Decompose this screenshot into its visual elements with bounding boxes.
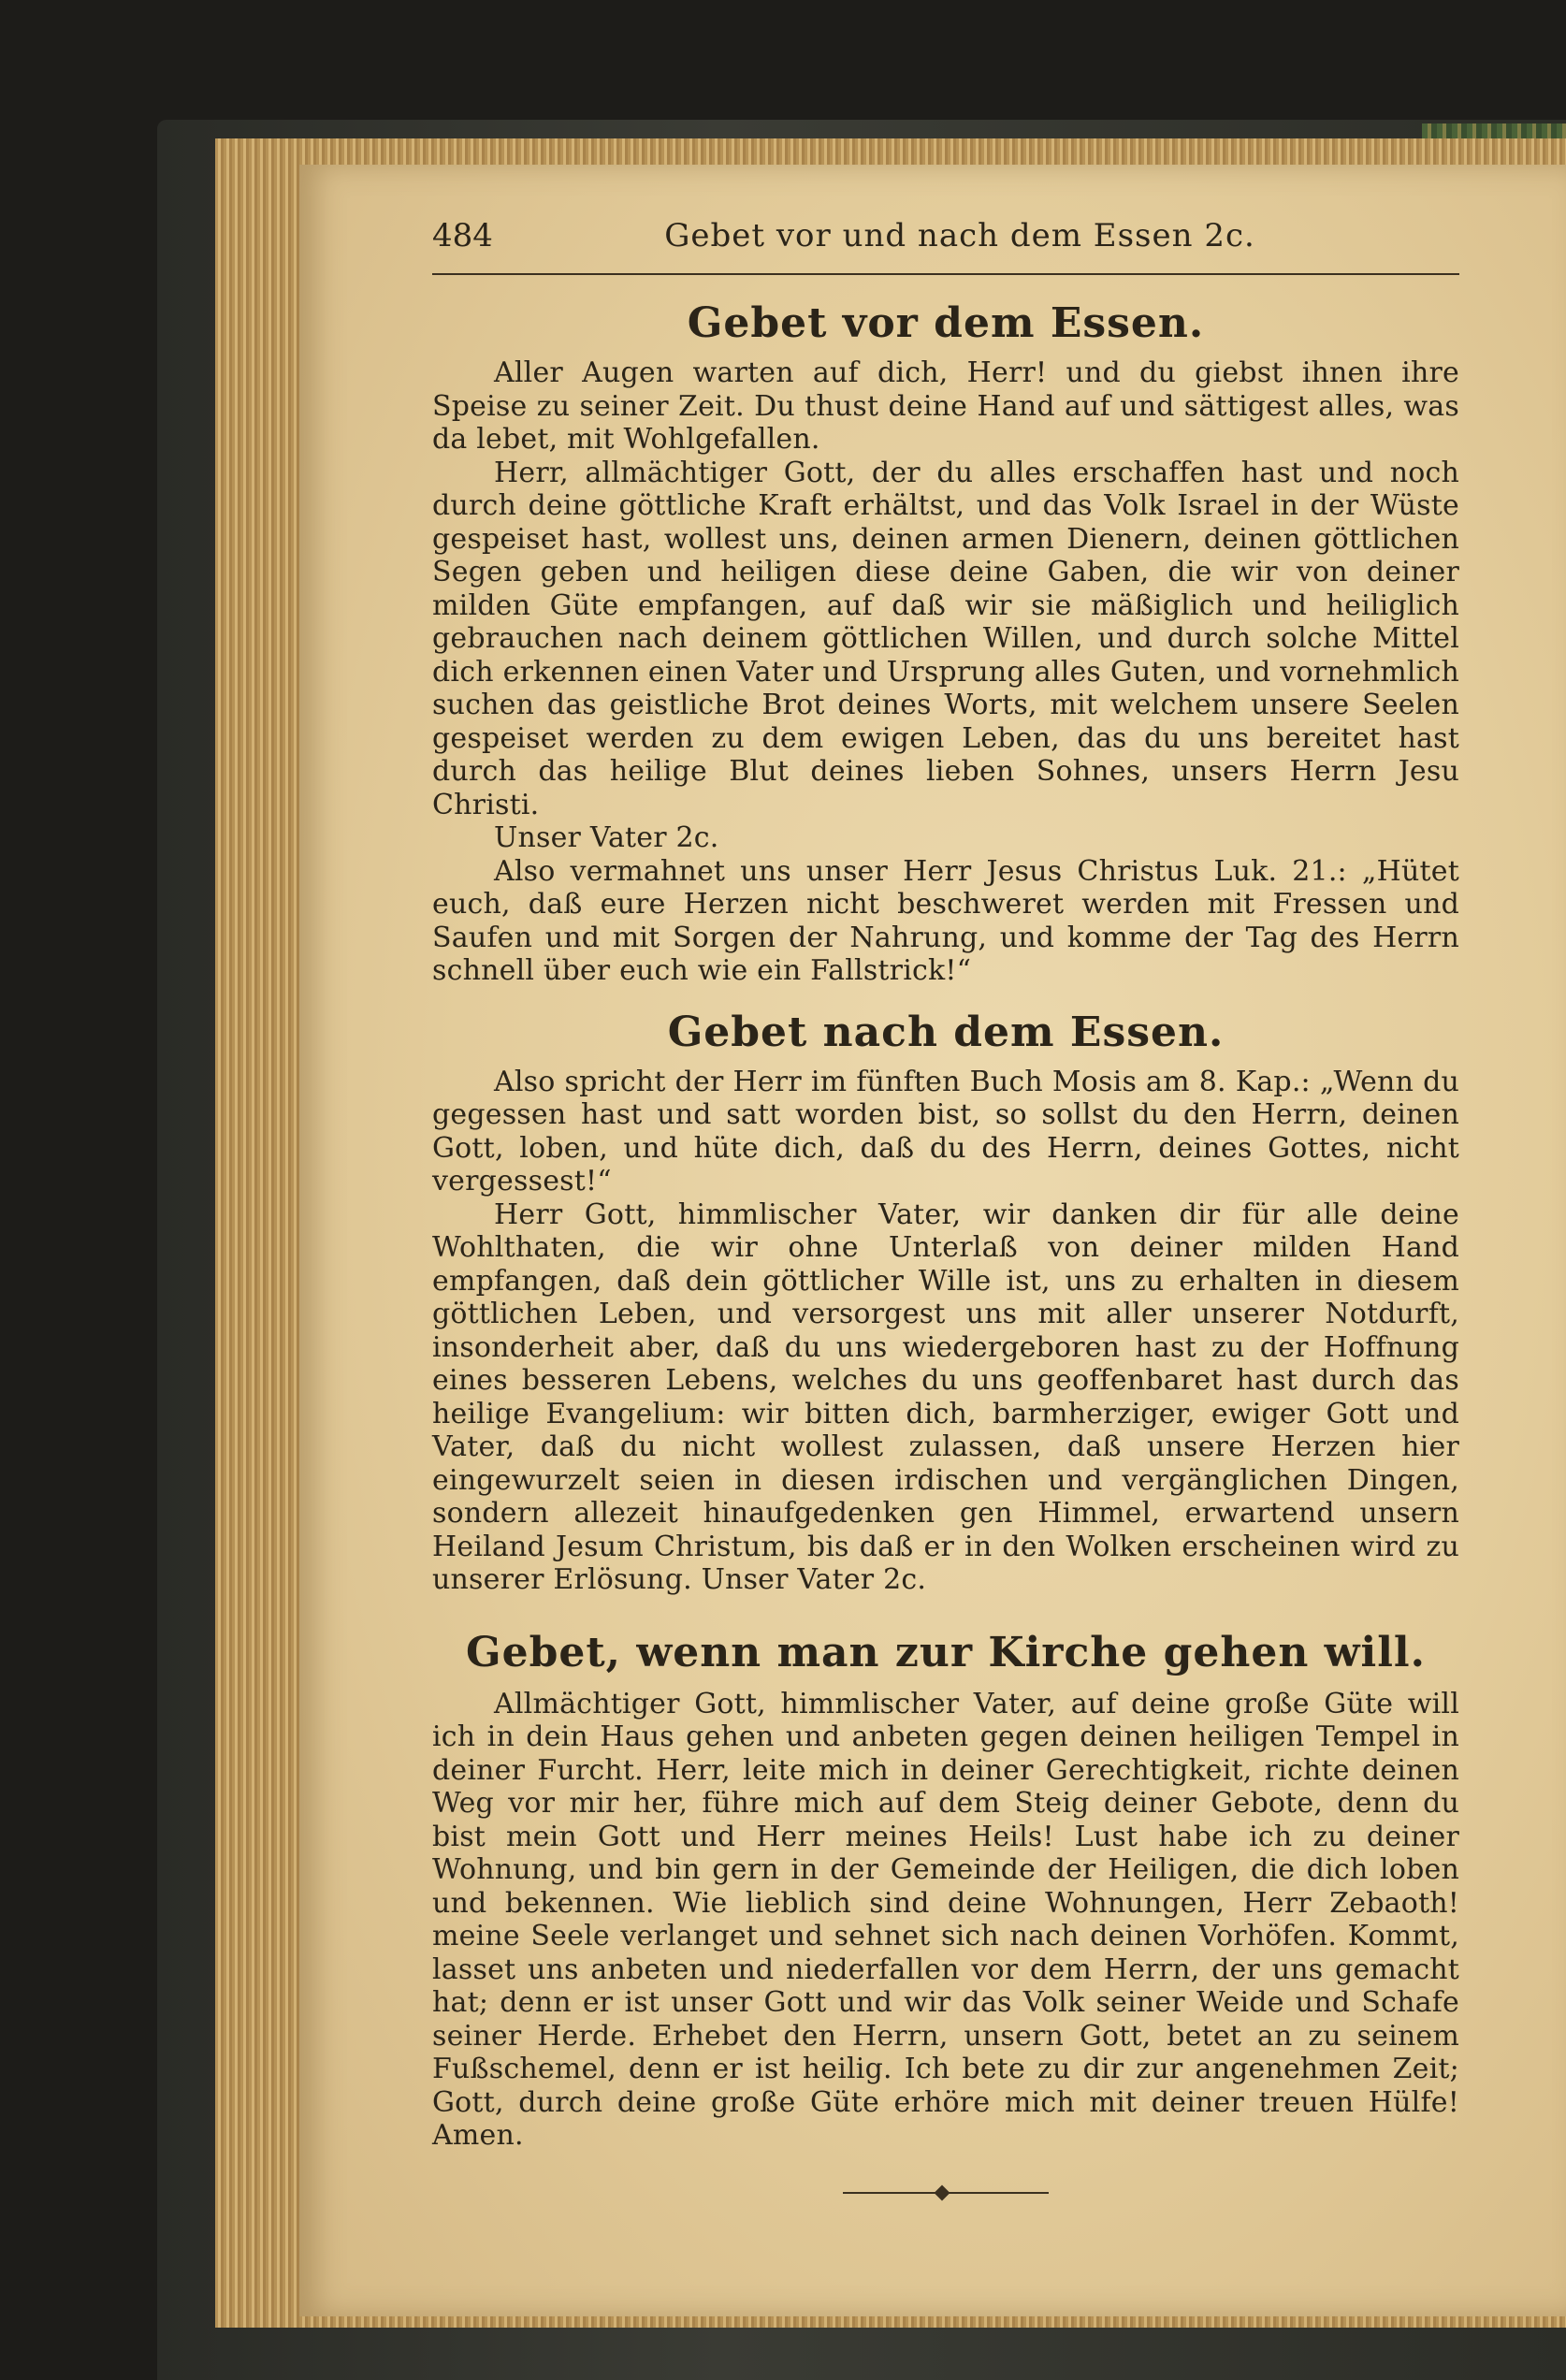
paragraph: Unser Vater 2c. xyxy=(494,821,719,854)
paragraph: Aller Augen warten auf dich, Herr! und du giebst ihnen ihre Speise zu seiner Zeit. Du thust deine Hand auf und sättigest alles, was da lebet, mit Wohlgefallen. xyxy=(432,356,1459,456)
section-heading: Gebet vor dem Essen. xyxy=(687,299,1205,347)
section-heading: Gebet, wenn man zur Kirche gehen will. xyxy=(466,1628,1426,1676)
paragraph: Also vermahnet uns unser Herr Jesus Christus Luk. 21.: „Hütet euch, daß eure Herzen nicht beschweret werden mit Fressen und Saufen und mit Sorgen der Nahrung, und komme der Tag des Herrn schnell über euch wie ein Fallstrick!“ xyxy=(432,854,1459,987)
paragraph: Also spricht der Herr im fünften Buch Mosis am 8. Kap.: „Wenn du gegessen hast und satt worden bist, so sollst du den Herrn, deinen Gott, loben, und hüte dich, daß du des Herrn, deines Gottes, nicht vergessest!“ xyxy=(432,1065,1459,1197)
page-content xyxy=(432,217,1459,2199)
running-title: Gebet vor und nach dem Essen 2c. xyxy=(664,217,1255,254)
page-number: 484 xyxy=(432,217,493,254)
paragraph: Allmächtiger Gott, himmlischer Vater, auf deine große Güte will ich in dein Haus gehen und anbeten gegen deinen heiligen Tempel in deiner Furcht. Herr, leite mich in deiner Gerechtigkeit, richte deinen Weg vor mir her, führe mich auf dem Steig deiner Gebote, denn du bist mein Gott und Herr meines Heils! Lust habe ich zu deiner Wohnung, und bin gern in der Gemeinde der Heiligen, die dich loben und bekennen. Wie lieblich sind deine Wohnungen, Herr Zebaoth! meine Seele verlanget und sehnet sich nach deinen Vorhöfen. Kommt, lasset uns anbeten und niederfallen vor dem Herrn, der uns gemacht hat; denn er ist unser Gott und wir das Volk seiner Weide und Schafe seiner Herde. Erhebet den Herrn, unsern Gott, betet an zu seinem Fußschemel, denn er ist heilig. Ich bete zu dir zur angenehmen Zeit; Gott, durch deine große Güte erhöre mich mit deiner treuen Hülfe! Amen. xyxy=(432,1687,1459,2152)
section-heading: Gebet nach dem Essen. xyxy=(667,1008,1225,1056)
running-head xyxy=(432,217,1459,275)
paragraph: Herr Gott, himmlischer Vater, wir danken dir für alle deine Wohlthaten, die wir ohne Unterlaß von deiner milden Hand empfangen, daß dein göttlicher Wille ist, uns zu erhalten in diesem göttlichen Leben, und versorgest uns mit aller unserer Notdurft, insonderheit aber, daß du uns wiedergeboren hast zu der Hoffnung eines besseren Lebens, welches du uns geoffenbaret hast durch das heilige Evangelium: wir bitten dich, barmherziger, ewiger Gott und Vater, daß du nicht wollest zulassen, daß unsere Herzen hier eingewurzelt seien in diesen irdischen und vergänglichen Dingen, sondern allezeit hinaufgedenken gen Himmel, erwartend unsern Heiland Jesum Christum, bis daß er in den Wolken erscheinen wird zu unserer Erlösung. Unser Vater 2c. xyxy=(432,1197,1459,1596)
paragraph: Herr, allmächtiger Gott, der du alles erschaffen hast und noch durch deine göttliche Kraft erhältst, und das Volk Israel in der Wüste gespeiset hast, wollest uns, deinen armen Dienern, deinen göttlichen Segen geben und heiligen diese deine Gaben, die wir von deiner milden Güte empfangen, auf daß wir sie mäßiglich und heiliglich gebrauchen nach deinem göttlichen Willen, und durch solche Mittel dich erkennen einen Vater und Ursprung alles Guten, und vornehmlich suchen das geistliche Brot deines Worts, mit welchem unsere Seelen gespeiset werden zu dem ewigen Leben, das du uns bereitet hast durch das heilige Blut deines lieben Sohnes, unsers Herrn Jesu Christi. xyxy=(432,456,1459,821)
ornamental-rule xyxy=(843,2186,1049,2199)
